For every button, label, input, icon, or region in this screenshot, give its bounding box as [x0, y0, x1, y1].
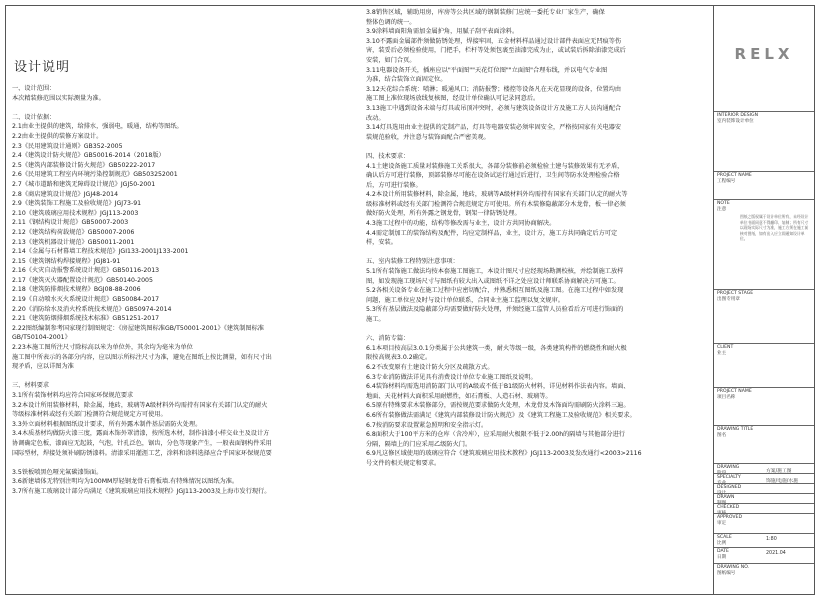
title-block-divider: [714, 111, 814, 112]
title-block-label: PROJECT STAGE 出图专用章: [717, 291, 754, 302]
title-block-divider: [714, 473, 814, 474]
title-block-divider: [714, 343, 814, 344]
title-block-divider: [714, 503, 814, 504]
note-line: 协调确定色板，漆面应无起鼓，气泡，针孔泛色，锯齿，分色等现象产生，一般表面钢构件采用: [12, 439, 272, 447]
note-line: 6.9凡这修区域使用的玻璃应符合《建筑玻璃应用技术教程》JGJ113-2003及发改通行<2003>2116: [366, 450, 642, 458]
note-line: 号文件的相关规定和要求。: [366, 459, 441, 467]
note-line: 2.6《民用建筑工程室内环境污染控制规范》GB503252001: [12, 171, 178, 179]
note-line: [366, 248, 706, 258]
title-block-label: INTERIOR DESIGN 室内装饰设计单位: [717, 113, 759, 124]
note-line: 3.9涂料墙面阳角需加金属护角，用腻子刮平表面涂料。: [366, 28, 519, 36]
note-line: 做好防火处理，所有外露之钢龙骨，钢架一律防锈处理。: [366, 210, 521, 218]
notes-column-right: [366, 8, 706, 469]
note-line: 2.7《城市道路和建筑无障碍设计规范》JGJ50-2001: [12, 180, 156, 188]
title-block-divider: [714, 513, 814, 514]
note-line: 2.21《建筑防烟排烟系统技术标准》GB51251-2017: [12, 315, 160, 323]
note-line: 6.5原有特殊要求木装修部分，需按规范要求做防火处理，木龙骨及木饰面均需刷防火涂料三遍。: [366, 402, 630, 410]
title-block-label: CLIENT 业主: [717, 345, 734, 356]
note-line: 四、技术要求：: [366, 152, 410, 160]
title-block-divider: [714, 171, 814, 172]
note-line: 4.2本设计所用装修材料，除金属，地砖，玻璃等A级材料外均需持有国家有关部门认定的耐火等: [366, 191, 628, 199]
note-line: 3.4木质基材均做防火漆三度，露面木饰外罩清漆，按所选木材，制作油漆小样交业主及设计方: [12, 430, 270, 438]
title-block-divider: [714, 199, 814, 200]
note-line: 等级标准材料或经有关部门检测符合规范规定方可使用。: [12, 411, 167, 419]
note-line: 3.8销售区域，辅助用房，库房等公共区域的钢制装修门应统一委托专业厂家生产，确保: [366, 9, 605, 16]
note-line: 3.1所有装饰材料均应符合国家环保规范要求: [12, 392, 134, 399]
title-block-label: NOTE 注意: [717, 201, 730, 212]
note-line: 4.3施工过程中的功能，结构等修改需与业主，设计方共同协商解决。: [366, 220, 556, 228]
note-line: 4.1土建设备施工质量对装修施工关系很大，各部分装修前必须检验土建与装修效果有无矛盾，: [366, 162, 624, 170]
note-line: 害，装妥后必须检验使用，门把手，栏杆等处须包裹至油漆完成为止，或试装后拆除油漆完成后: [366, 47, 626, 55]
note-line: 改动。: [366, 114, 385, 122]
note-line: 三、材料要求: [12, 382, 50, 390]
note-line: 2.16《火灾自动报警系统设计规范》GB50116-2013: [12, 267, 160, 275]
note-line: 3.3外立面材料根据图纸设计要求，所有外露木制件基层需防火处理。: [12, 420, 202, 428]
note-line: [366, 142, 706, 152]
note-line: 确认后方可进行装修，顶部装修尽可能在设备试运行通过后进行，卫生间等防水处理检验合格: [366, 172, 620, 180]
note-line: 6.7按消防要求设置紧急照明和安全指示灯。: [366, 421, 488, 429]
title-block-label: PROJECT NAME 项目名称: [717, 389, 752, 400]
title-block: [713, 5, 815, 595]
note-line: 6.1本项目按高层3.0.1分类属于公共建筑一类，耐火等级一级，各类建筑构件的燃烧性和耐火极: [366, 344, 627, 352]
note-line: 施工。: [366, 316, 385, 323]
note-line: 6.4装饰材料均需选用消防部门认可的A级或不低于B1级防火材料，详见材料作法表内容。墙面、: [366, 383, 630, 391]
note-line: 2.9《建筑装饰工程施工及验收规范》JGJ73-91: [12, 200, 142, 208]
title-block-divider: [714, 425, 814, 426]
note-line: 图，如发现施工现场尺寸与图纸有较大出入或图纸不详之处应设计师联系协商解决方可施工。: [366, 277, 620, 285]
note-line: 5.3所有基层做法及隐蔽部分均需要做好防火处理，并须经施工监管人员验看后方可进行饰面的: [366, 306, 624, 314]
title-block-divider: [714, 289, 814, 290]
note-line: 3.7所有施工玻璃设计部分均满足《建筑玻璃应用技术规程》JGJ113-2003及上海市发行现行。: [12, 487, 271, 495]
note-line: 3.12天花综合系统：喷淋；暖通风口；消防报警；楼控等设备凡在天花显现的设备，位置均由: [366, 85, 622, 93]
title-block-label: DRAWING 阶段: [717, 465, 740, 476]
note-line: GB/T50104-2001》: [12, 334, 71, 342]
note-line: 5.2各相关设备专业在施工过程中应密切配合，并熟悉相互图纸及施工图。在施工过程中如发现: [366, 287, 624, 295]
note-line: 2.12《建筑结构荷载规范》GB50007-2006: [12, 228, 135, 236]
note-line: 一、设计范围：: [12, 85, 56, 92]
note-line: 2.19《自动喷水灭火系统设计规范》GB50084-2017: [12, 296, 160, 304]
note-line: 3.14灯具选用由业主提供的定制产品，灯具等电器安装必须牢固安全，严格按国家有关电器安: [366, 124, 622, 132]
note-line: 现矛盾，应以详图为准: [12, 363, 74, 371]
date-value: 2021.04: [766, 551, 786, 556]
note-line: 后，方可进行装修。: [366, 181, 422, 189]
company-logo: RELX: [734, 45, 794, 63]
note-line: 4.4需定制加工的装饰结构及配件，均应定制样品，业主，设计方，施工方共同确定后方可定: [366, 229, 618, 237]
note-line: 3.11电器设备开关，插座应以"平面图""天花灯位图""立面图"合理布线，并以电气专业图: [366, 66, 608, 74]
note-line: 为准，结合装饰立面固定位。: [366, 76, 447, 84]
note-line: 3.5铁板喷黑色哑光氟碳漆饰面。: [12, 468, 103, 476]
note-line: 2.17《建筑灭火器配置设计规范》GB50140-2005: [12, 276, 153, 284]
title-block-divider: [714, 563, 814, 564]
note-line: 施工图上准位现场放线复核图，经设计单位确认可记录同意后。: [366, 95, 540, 103]
note-line: 6.6所有装修做法需满足《建筑内部装修设计防火规范》及《建筑工程施工及验收规范》相关要求。: [366, 411, 636, 419]
note-line: 2.2由业主提供的装修方案设计。: [12, 132, 103, 140]
note-line: 安装，如门合页。: [366, 56, 416, 64]
note-line: 3.10不露面金属部件须做防锈处理，焊接牢固，五金材料样品通过设计部件表面应无凹痕等伤: [366, 37, 622, 45]
title-block-label: DATE 日期: [717, 549, 729, 560]
title-block-label: APPROVED 审定: [717, 515, 742, 526]
note-line: [12, 458, 347, 468]
note-line: [12, 372, 347, 382]
title-block-label: SCALE 比例: [717, 535, 732, 546]
note-line: 3.13施工中遇到设备末端与灯具或吊顶冲突时，必须与建筑设备设计方及施工方人员沟通配合: [366, 104, 622, 112]
title-block-divider: [714, 533, 814, 534]
note-line: 本次精装修范围以实际测量为准。: [12, 94, 105, 102]
note-line: 2.11《钢结构设计规范》GB50007-2003: [12, 219, 129, 227]
note-line: 2.5《建筑内部装修设计防火规范》GB50222-2017: [12, 161, 156, 169]
note-line: 2.4《建筑设计防火规范》GB50016-2014（2018版）: [12, 152, 165, 160]
notes-column-left: [12, 84, 347, 497]
note-line: 6.8面积大于100平方米的仓库（含冷库），应采用耐火极限不低于2.00h的隔墙与其他部分进行: [366, 431, 625, 439]
note-line: 六、消防专篇：: [366, 335, 410, 343]
note-line: 五、室内装修工程特别注意事项：: [366, 258, 459, 266]
note-line: 施工图中所表示的各部分内容，应以图示所标注尺寸为准，避免在图纸上按比测量，如有尺寸出: [12, 353, 272, 361]
note-line: 二、设计依据：: [12, 113, 56, 121]
note-line: 地面、天花材料大面积采用耐燃性，如石膏板、人造石材、玻璃等。: [366, 392, 552, 400]
note-line: 2.13《建筑机器设计规范》GB50011-2001: [12, 238, 135, 246]
note-line: 级标准材料或经有关部门检测符合规范规定方可使用。所有木装修隐蔽部分木龙骨，板一律必须: [366, 200, 626, 208]
note-line: 2.18《建筑防排烟技术规程》BGJ08-88-2006: [12, 286, 141, 294]
title-block-label: SPECIALTY 专业: [717, 475, 741, 486]
note-line: 5.1所有装饰施工做法均按本套施工图施工，本设计图尺寸应经现场勘测校核，并绘制施工放样: [366, 268, 624, 276]
note-line: 6.3专业消防做法详见具有消费设计单位专业施工图纸及说明。: [366, 373, 537, 381]
title-block-divider: [714, 547, 814, 548]
page-title: 设计说明: [14, 60, 71, 75]
note-line: 问题，施工单位应及时与设计单位联系，合同业主施工监理以复文规审。: [366, 296, 564, 304]
title-block-divider: [714, 483, 814, 484]
title-block-label: DRAWING TITLE 图名: [717, 427, 754, 438]
note-line: 2.10《建筑玻璃应用技术规程》JGJ113-2003: [12, 209, 139, 217]
title-block-label: DRAWN 制图: [717, 495, 735, 506]
scale-value: 1:80: [766, 537, 777, 542]
title-block-divider: [714, 463, 814, 464]
note-line: [366, 325, 706, 335]
title-block-label: DRAWING NO. 图纸编号: [717, 565, 750, 576]
title-block-divider: [714, 387, 814, 388]
note-line: 限按高规表3.0.2确定。: [366, 354, 432, 362]
note-line: 装规范验收，并注意与装饰面配合严密美观。: [366, 133, 490, 141]
note-line: 2.23本施工图所注尺寸除标高以米为单位外，其余均为毫米为单位: [12, 344, 193, 352]
title-block-label: DESIGNED 设计: [717, 485, 742, 496]
note-line: 3.6新建墙体无特别注明均为100MM厚轻钢龙骨石膏板墙.有特殊情况以图纸为准。: [12, 478, 239, 486]
note-line: 6.2不改变原有土建设计防火分区及疏散方式。: [366, 363, 494, 371]
note-line: 2.8《商店建筑设计规范》JGJ48-2014: [12, 190, 119, 198]
title-block-note: 图纸之版权属于设计单位所有，未经设计单位书面同意不得翻印、复制；所有尺寸以现场实际尺寸为准，施工方须在施工前核对图纸，如有出入应立即通知设计单位。: [740, 214, 809, 242]
specialty-value: 饰施/电施/水施: [766, 479, 799, 484]
note-line: 2.20《消防给水及消火栓系统技术规范》GB50974-2014: [12, 305, 172, 313]
note-line: 国际型材，焊接处须补刷防锈漆料。清漆采用灌涯工艺，涂料和涂料选择应合乎国家环保规范要: [12, 449, 272, 457]
note-line: 整体色调的统一。: [366, 18, 416, 26]
note-line: 2.14《金属与石材幕墙工程技术规范》JGI133-2001J133-2001: [12, 248, 189, 256]
note-line: 2.22图纸编制参考国家现行制图规定：《房屋建筑图标准GB/T50001-2001》《建筑制图标准: [12, 324, 264, 332]
note-line: 2.1由业主提供的建筑，给排水，强弱电，暖通，结构等图纸。: [12, 123, 183, 131]
title-block-label: CHECKED 审核: [717, 505, 740, 516]
note-line: 样，安装。: [366, 239, 397, 247]
note-line: 2.3《民用建筑设计通则》GB352-2005: [12, 142, 123, 150]
note-line: 2.15《建筑钢结构焊接规程》JGJ81-91: [12, 257, 121, 265]
title-block-divider: [714, 493, 814, 494]
note-line: 3.2本设计所用装修材料，除金属，地砖，玻璃等A级材料外均需持有国家有关部门认定的耐火: [12, 401, 268, 409]
stage-value: 方案/施工图: [766, 469, 792, 474]
note-line: [12, 103, 347, 113]
note-line: 分隔，隔墙上的门应采用乙级防火门。: [366, 440, 472, 448]
title-block-label: PROJECT NAME 工程编号: [717, 173, 752, 184]
